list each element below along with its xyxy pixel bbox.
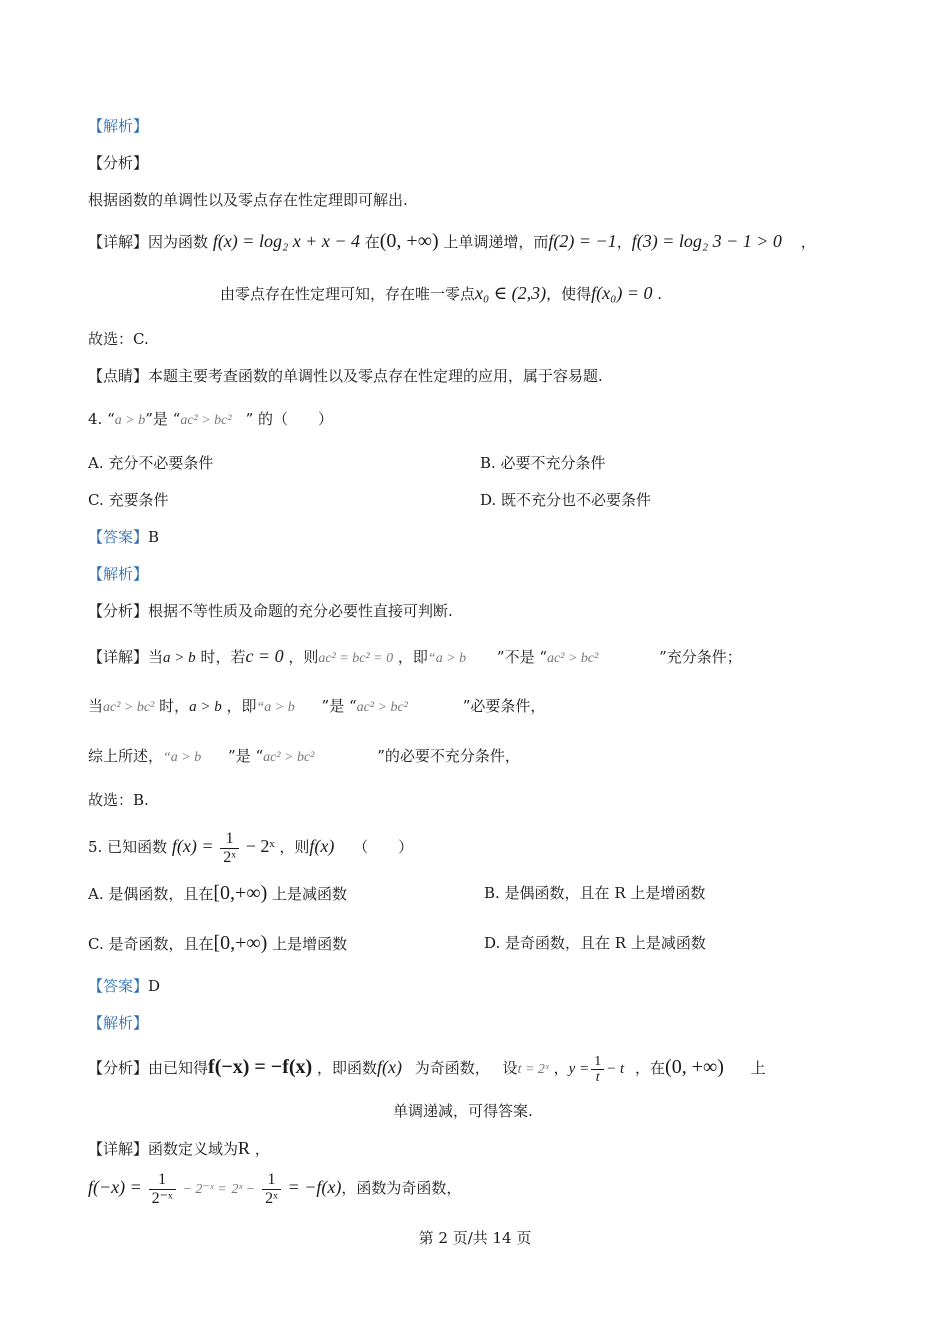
fraction — [220, 830, 239, 867]
text: ， — [616, 233, 632, 251]
q4-xiangjie-line-2 — [88, 695, 545, 719]
jiexi-heading: 【解析】 — [88, 565, 149, 583]
text: A. 是偶函数，且在 — [88, 885, 214, 903]
math: − 2ˣ — [245, 836, 275, 856]
q4-option-d: D. 既不充分也不必要条件 — [480, 491, 652, 509]
fenxi-text: 根据函数的单调性以及零点存在性定理即可解出. — [88, 191, 408, 209]
q5-option-a — [88, 882, 347, 905]
xiangjie-label: 【详解】 — [88, 1140, 149, 1158]
text: 时， — [159, 697, 190, 715]
frac-num: 1 — [262, 1171, 281, 1190]
math-R: R — [238, 1138, 251, 1158]
text: ”的必要不充分条件， — [377, 747, 520, 765]
math-interval: [0,+∞) — [213, 932, 268, 954]
fenxi-heading: 【分析】 — [88, 154, 149, 172]
text: ，使得 — [546, 285, 592, 303]
text: ，函数为奇函数， — [341, 1179, 462, 1197]
fraction — [149, 1171, 176, 1208]
daan-label: 【答案】 — [88, 528, 149, 546]
daan-label: 【答案】 — [88, 977, 149, 995]
fraction — [591, 1054, 604, 1085]
guxuan-2: 故选：B. — [88, 791, 149, 809]
question-5-stem — [88, 828, 413, 867]
math: ac² > bc² — [547, 651, 599, 666]
text: （ ） — [353, 838, 414, 856]
frac-num: 1 — [220, 830, 239, 849]
math: “a > b — [256, 700, 295, 715]
q4-xiangjie-line-1 — [88, 645, 742, 670]
fenxi-label: 【分析】 — [88, 602, 149, 620]
q5-option-d: D. 是奇函数，且在 R 上是减函数 — [484, 934, 706, 952]
q5-option-b: B. 是偶函数，且在 R 上是增函数 — [484, 884, 706, 902]
frac-den: 2⁻ˣ — [151, 1189, 173, 1207]
text: 上是减函数 — [272, 885, 348, 903]
text: ，则 — [279, 838, 310, 856]
q4-option-b: B. 必要不充分条件 — [480, 454, 606, 472]
math: “a > b — [163, 750, 202, 765]
fraction — [262, 1171, 281, 1208]
text: ”必要条件， — [462, 697, 546, 715]
text: ”是 “ — [321, 697, 357, 715]
text: 时，若 — [200, 648, 246, 666]
text: 为奇函数， — [414, 1059, 490, 1077]
q4-xiangjie-line-3 — [88, 745, 520, 769]
math: f(x) = — [171, 836, 214, 856]
text: 设 — [502, 1059, 518, 1077]
question-4-stem — [88, 408, 333, 432]
guxuan-1: 故选：C. — [88, 330, 149, 348]
text: ”充分条件； — [659, 648, 742, 666]
xiangjie-line-1 — [88, 230, 816, 253]
xiangjie-label: 【详解】 — [88, 648, 149, 666]
text: 由已知得 — [148, 1059, 209, 1077]
text: ， — [254, 1140, 270, 1158]
text: 上 — [750, 1059, 766, 1077]
text: ，则 — [288, 648, 319, 666]
math: f(x) — [309, 836, 335, 856]
math: “a > b — [427, 651, 467, 666]
q4-option-c: C. 充要条件 — [88, 491, 169, 509]
math: ac² > bc² — [356, 700, 408, 715]
text: . — [657, 285, 663, 303]
text: 因为函数 — [148, 233, 209, 251]
frac-den: 2ˣ — [265, 1189, 278, 1207]
text: 综上所述， — [88, 747, 164, 765]
text: ，在 — [635, 1059, 666, 1077]
text: ， — [553, 1059, 569, 1077]
dianjing-text: 【点睛】本题主要考查函数的单调性以及零点存在性定理的应用，属于容易题. — [88, 367, 603, 385]
math-f3: f(3) = log₂ 3 − 1 > 0 — [631, 231, 782, 251]
text: ” 的（ ） — [245, 410, 334, 428]
math-x0: x₀ ∈ (2,3) — [475, 283, 547, 303]
text: 5. 已知函数 — [88, 838, 168, 856]
text: ”是 “ — [145, 410, 181, 428]
frac-num: 1 — [591, 1054, 604, 1070]
math-ac2-gt-bc2: ac² > bc² — [180, 413, 232, 428]
frac-den: 2ˣ — [223, 848, 236, 866]
math: c = 0 — [245, 646, 284, 666]
math: = −f(x) — [287, 1177, 342, 1197]
text: ”是 “ — [228, 747, 264, 765]
answer-value: B — [148, 528, 160, 546]
frac-den: t — [595, 1069, 600, 1085]
math: − t — [606, 1061, 625, 1077]
text: ”不是 “ — [496, 648, 548, 666]
text: 上单调递增，而 — [443, 233, 549, 251]
math: ac² = bc² = 0 — [318, 651, 394, 666]
jiexi-heading: 【解析】 — [88, 117, 149, 135]
math: y = — [568, 1061, 590, 1077]
text: 根据不等性质及命题的充分必要性直接可判断. — [148, 602, 453, 620]
fenxi-label: 【分析】 — [88, 1059, 149, 1077]
text: 当 — [148, 648, 164, 666]
math-interval: [0,+∞) — [213, 882, 268, 904]
math: 2ˣ − — [231, 1182, 256, 1197]
math-f2: f(2) = −1 — [548, 231, 617, 251]
math-interval: (0, +∞) — [379, 230, 439, 252]
q5-xiangjie-line-2 — [88, 1168, 461, 1209]
q5-fenxi-line-2: 单调递减，可得答案. — [393, 1102, 533, 1120]
q5-xiangjie-line-1 — [88, 1137, 270, 1160]
text: C. 是奇函数，且在 — [88, 935, 214, 953]
math-interval: (0, +∞) — [665, 1056, 724, 1078]
q5-option-c — [88, 932, 347, 955]
xiangjie-label: 【详解】 — [88, 233, 149, 251]
text: ，即 — [397, 648, 428, 666]
math: f(−x) = — [88, 1177, 142, 1197]
text: ，即函数 — [316, 1059, 377, 1077]
text: 4. “ — [88, 410, 115, 428]
text: 函数定义域为 — [148, 1140, 239, 1158]
text: ， — [800, 233, 816, 251]
text: ，即 — [226, 697, 257, 715]
q4-fenxi — [88, 600, 453, 622]
xiangjie-line-2 — [220, 282, 662, 305]
math: ac² > bc² — [263, 750, 315, 765]
math-function: f(x) = log₂ x + x − 4 — [212, 231, 360, 251]
math: f(−x) = −f(x) — [208, 1056, 313, 1078]
math: a > b — [189, 699, 222, 715]
math: ac² > bc² — [103, 700, 155, 715]
jiexi-heading: 【解析】 — [88, 1014, 149, 1032]
text: 当 — [88, 697, 104, 715]
text: 由零点存在性定理可知，存在唯一零点 — [220, 285, 476, 303]
answer-value: D — [148, 977, 161, 995]
math: a > b — [163, 650, 196, 666]
math-a-gt-b: a > b — [114, 413, 146, 428]
math: f(x) — [376, 1057, 402, 1077]
page-footer: 第 2 页/共 14 页 — [418, 1229, 532, 1247]
q4-option-a: A. 充分不必要条件 — [88, 454, 214, 472]
text: 上是增函数 — [272, 935, 348, 953]
math: − 2⁻ˣ = — [182, 1182, 227, 1197]
math: t = 2ˣ — [517, 1062, 549, 1077]
q5-fenxi-line-1 — [88, 1048, 766, 1089]
math-fx0: f(x₀) = 0 — [591, 283, 653, 303]
text: 在 — [364, 233, 380, 251]
q4-answer — [88, 526, 159, 548]
q5-answer — [88, 975, 160, 997]
frac-num: 1 — [149, 1171, 176, 1190]
